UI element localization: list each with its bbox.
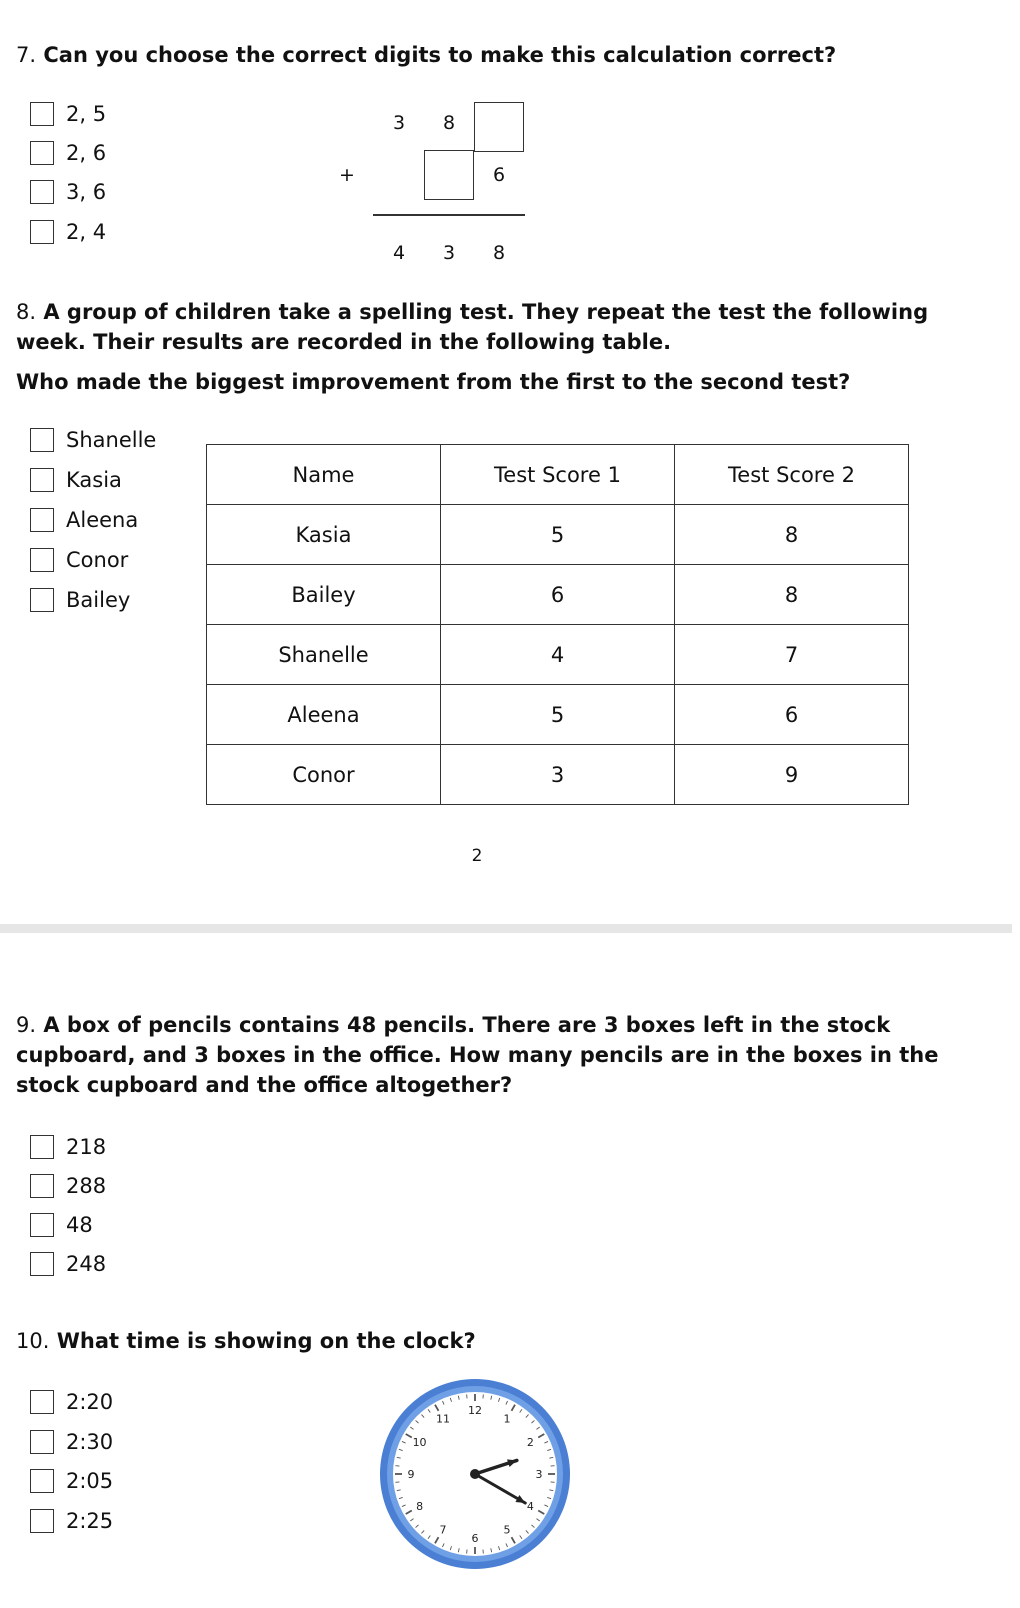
q10-text [16, 1326, 476, 1356]
table-row [207, 745, 909, 805]
option-label: 218 [66, 1135, 107, 1159]
option-label: 2:05 [66, 1469, 114, 1493]
clock-icon [376, 1375, 574, 1573]
clock-numeral: 11 [436, 1412, 450, 1426]
option-label: 288 [66, 1174, 107, 1198]
table-row [207, 625, 909, 685]
q8-option-4[interactable] [30, 545, 128, 575]
calc-result-tens: 3 [442, 242, 456, 264]
calc-bottom-ones: 6 [492, 164, 506, 186]
q8-text [16, 297, 1006, 397]
cell-score2: 9 [675, 745, 909, 805]
header-name: Name [207, 445, 441, 505]
table-row [207, 505, 909, 565]
cell-name: Conor [207, 745, 441, 805]
q10-option-3[interactable] [30, 1466, 113, 1496]
q9-option-1[interactable] [30, 1132, 106, 1162]
q7-option-4[interactable] [30, 217, 106, 247]
option-label: 3, 6 [66, 180, 107, 204]
checkbox[interactable] [30, 1213, 54, 1237]
option-label: 248 [66, 1252, 107, 1276]
cell-score2: 7 [675, 625, 909, 685]
table-header-row [207, 445, 909, 505]
clock-numeral: 12 [468, 1404, 482, 1417]
q8-option-2[interactable] [30, 465, 122, 495]
cell-score1: 3 [441, 745, 675, 805]
clock-numeral: 2 [526, 1436, 534, 1449]
cell-score2: 8 [675, 565, 909, 625]
checkbox[interactable] [30, 428, 54, 452]
cell-score1: 5 [441, 685, 675, 745]
clock-numeral: 9 [407, 1468, 415, 1481]
scores-table [206, 444, 909, 805]
option-label: 2:30 [66, 1430, 114, 1454]
checkbox[interactable] [30, 468, 54, 492]
q10-option-4[interactable] [30, 1506, 113, 1536]
q7-number: 7. [16, 43, 37, 67]
option-label: Bailey [66, 588, 131, 612]
plus-sign: + [339, 164, 355, 186]
calc-result-ones: 8 [492, 242, 506, 264]
q7-option-2[interactable] [30, 138, 106, 168]
q7-text [16, 40, 836, 70]
checkbox[interactable] [30, 588, 54, 612]
q10-number: 10. [16, 1329, 50, 1353]
q10-question: What time is showing on the clock? [56, 1329, 476, 1353]
cell-score1: 4 [441, 625, 675, 685]
q8-option-1[interactable] [30, 425, 156, 455]
clock-numeral: 6 [471, 1532, 479, 1545]
header-test2: Test Score 2 [675, 445, 909, 505]
calc-top-tens: 8 [442, 112, 456, 134]
option-label: 2:20 [66, 1390, 114, 1414]
q8-line2: week. Their results are recorded in the following table. [16, 330, 672, 354]
q9-option-3[interactable] [30, 1210, 93, 1240]
q7-option-3[interactable] [30, 177, 106, 207]
cell-name: Shanelle [207, 625, 441, 685]
q8-line1: A group of children take a spelling test. They repeat the test the following [43, 300, 929, 324]
q9-text [16, 1010, 1006, 1100]
clock-numeral: 8 [416, 1500, 424, 1513]
q10-option-2[interactable] [30, 1427, 113, 1457]
clock-numeral: 10 [412, 1436, 427, 1449]
checkbox[interactable] [30, 1430, 54, 1454]
option-label: Conor [66, 548, 129, 572]
checkbox[interactable] [30, 220, 54, 244]
checkbox[interactable] [30, 102, 54, 126]
checkbox[interactable] [30, 180, 54, 204]
q8-question: Who made the biggest improvement from the first to the second test? [16, 370, 851, 394]
calc-missing-tens-box[interactable] [424, 150, 474, 200]
checkbox[interactable] [30, 141, 54, 165]
option-label: Kasia [66, 468, 122, 492]
q9-line3: stock cupboard and the office altogether? [16, 1073, 513, 1097]
calc-line [373, 214, 525, 216]
cell-score2: 8 [675, 505, 909, 565]
clock-center [470, 1469, 480, 1479]
clock-numeral: 5 [503, 1523, 511, 1537]
checkbox[interactable] [30, 548, 54, 572]
checkbox[interactable] [30, 1390, 54, 1414]
calc-missing-ones-box[interactable] [474, 102, 524, 152]
calc-result-hundreds: 4 [392, 242, 406, 264]
q7-option-1[interactable] [30, 99, 106, 129]
clock-numeral: 7 [439, 1523, 447, 1537]
option-label: Shanelle [66, 428, 157, 452]
cell-score1: 5 [441, 505, 675, 565]
cell-name: Aleena [207, 685, 441, 745]
table-row [207, 685, 909, 745]
cell-name: Bailey [207, 565, 441, 625]
checkbox[interactable] [30, 1469, 54, 1493]
clock-numeral: 3 [535, 1468, 543, 1481]
q9-option-2[interactable] [30, 1171, 106, 1201]
header-test1: Test Score 1 [441, 445, 675, 505]
page-divider [0, 924, 1012, 933]
option-label: 48 [66, 1213, 93, 1237]
option-label: 2, 4 [66, 220, 107, 244]
clock-numeral: 4 [526, 1500, 534, 1513]
q10-option-1[interactable] [30, 1387, 113, 1417]
option-label: 2, 6 [66, 141, 107, 165]
q8-option-5[interactable] [30, 585, 130, 615]
checkbox[interactable] [30, 1174, 54, 1198]
q8-option-3[interactable] [30, 505, 138, 535]
q7-question: Can you choose the correct digits to make this calculation correct? [43, 43, 837, 67]
checkbox[interactable] [30, 1252, 54, 1276]
option-label: 2:25 [66, 1509, 114, 1533]
table-row [207, 565, 909, 625]
checkbox[interactable] [30, 1509, 54, 1533]
option-label: 2, 5 [66, 102, 107, 126]
cell-name: Kasia [207, 505, 441, 565]
cell-score2: 6 [675, 685, 909, 745]
q9-line2: cupboard, and 3 boxes in the office. How many pencils are in the boxes in the [16, 1043, 939, 1067]
q9-number: 9. [16, 1013, 37, 1037]
clock-numeral: 1 [503, 1412, 511, 1426]
q9-option-4[interactable] [30, 1249, 106, 1279]
option-label: Aleena [66, 508, 139, 532]
q9-line1: A box of pencils contains 48 pencils. There are 3 boxes left in the stock [43, 1013, 891, 1037]
cell-score1: 6 [441, 565, 675, 625]
checkbox[interactable] [30, 1135, 54, 1159]
checkbox[interactable] [30, 508, 54, 532]
q8-number: 8. [16, 300, 37, 324]
page-number: 2 [471, 846, 483, 866]
calc-top-hundreds: 3 [392, 112, 406, 134]
